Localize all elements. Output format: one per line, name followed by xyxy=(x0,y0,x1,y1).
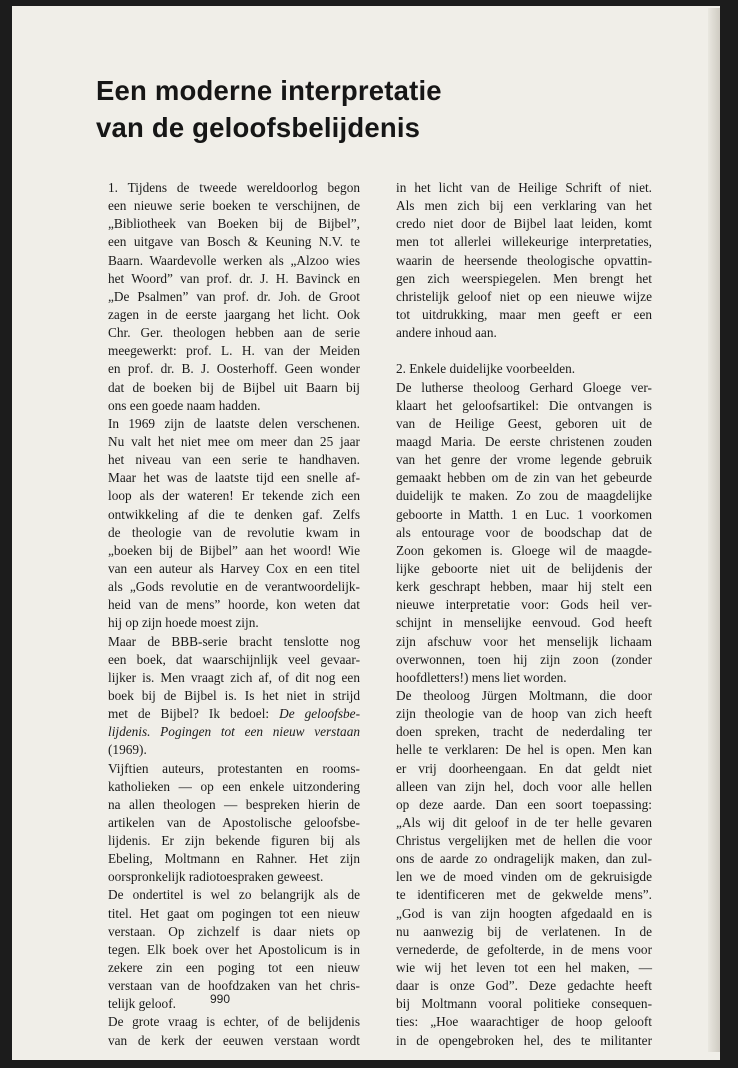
text-run: een uitgave van Bosch & Keuning N.V. te xyxy=(108,234,360,250)
text-line xyxy=(396,905,652,923)
text-line xyxy=(108,705,360,723)
text-line xyxy=(108,832,360,850)
text-run: lijke geboorte niet uit de belijdenis der xyxy=(396,560,652,576)
text-run: De theoloog Jürgen Moltmann, die door xyxy=(396,687,652,703)
text-line xyxy=(108,469,360,487)
text-line xyxy=(396,995,652,1013)
text-run: van het genre der vrome legende gebruik xyxy=(396,452,652,468)
text-run: ons een goede naam hadden. xyxy=(108,397,261,413)
text-run: nu aanwezig bij de verlatenen. In de xyxy=(396,923,652,939)
text-line xyxy=(396,723,652,741)
text-run: Maar de BBB-serie bracht tenslotte nog xyxy=(108,633,360,649)
text-run: meegewerkt: prof. L. H. van der Meiden xyxy=(108,343,360,359)
text-line xyxy=(396,959,652,977)
text-run: christelijk geloof niet op een nieuwe wijze xyxy=(396,288,652,304)
text-line xyxy=(396,270,652,288)
text-run: Nu valt het niet mee om meer dan 25 jaar xyxy=(108,433,360,449)
text-line xyxy=(396,379,652,397)
text-line xyxy=(108,524,360,542)
text-run: nieuwe interpretatie voor: Gods heil ver- xyxy=(396,597,652,613)
text-run: er vrij doorheengaan. En dat geldt niet xyxy=(396,760,652,776)
text-run: De lutherse theoloog Gerhard Gloege ver- xyxy=(396,379,652,395)
text-run: het Woord” van prof. dr. J. H. Bavinck en xyxy=(108,270,360,286)
text-line xyxy=(108,506,360,524)
text-run: vernederde, de gefolterde, in de mens voor xyxy=(396,941,652,957)
article-title xyxy=(96,72,656,146)
text-line xyxy=(396,360,652,378)
text-line xyxy=(396,923,652,941)
text-line xyxy=(108,723,360,741)
text-run: artikelen van de Apostolische geloofsbe- xyxy=(108,814,360,830)
text-run: „boeken bij de Bijbel” aan het woord! Wie xyxy=(108,542,360,558)
text-run: bij Moltmann vooral politieke consequen- xyxy=(396,996,652,1012)
text-line xyxy=(396,850,652,868)
text-line xyxy=(108,252,360,270)
text-run: als entourage voor de boodschap dat de xyxy=(396,524,652,540)
text-line xyxy=(108,379,360,397)
text-run: wie wij het leven tot een hel maken, — xyxy=(396,960,652,976)
text-line xyxy=(108,905,360,923)
text-run: als „Gods revolutie en de verantwoordelijk- xyxy=(108,579,360,595)
text-run: op deze aarde. Dan een soort toepassing: xyxy=(396,796,652,812)
text-line xyxy=(396,197,652,215)
text-line xyxy=(396,560,652,578)
text-run: De grote vraag is echter, of de belijdenis xyxy=(108,1014,360,1030)
title-line-2: van de geloofsbelijdenis xyxy=(96,112,421,143)
text-line xyxy=(108,614,360,632)
text-run: de theologie van de revolutie kwam in xyxy=(108,524,360,540)
text-line xyxy=(396,633,652,651)
text-line xyxy=(396,306,652,324)
text-run: in het licht van de Heilige Schrift of niet. xyxy=(396,180,652,195)
text-line xyxy=(108,433,360,451)
text-line xyxy=(396,941,652,959)
text-line xyxy=(108,197,360,215)
text-run: waarin de heersende theologische opvattin- xyxy=(396,252,652,268)
text-run: gen zich weerspiegelen. Men brengt het xyxy=(396,270,652,286)
text-run: doen spreken, tracht de nederdaling ter xyxy=(396,724,652,740)
text-run: zijn afschuw voor het menselijk lichaam xyxy=(396,633,652,649)
left-text-column xyxy=(108,179,360,1050)
text-line xyxy=(108,868,360,886)
text-run: „Als wij dit geloof in de ter helle gevaren xyxy=(396,814,652,830)
text-run: en prof. dr. B. J. Oosterhoff. Geen wonder xyxy=(108,361,360,377)
italic-title-run: lijdenis. Pogingen tot een nieuw verstaan xyxy=(108,724,360,740)
text-run: hij op zijn hoede moest zijn. xyxy=(108,615,259,631)
text-run: Vijftien auteurs, protestanten en rooms- xyxy=(108,760,360,776)
text-run: tegen. Elk boek over het Apostolicum is in xyxy=(108,941,360,957)
text-run: „God is van zijn hoogten afgedaald en is xyxy=(396,905,652,921)
text-line xyxy=(396,760,652,778)
text-run: 1. Tijdens de tweede wereldoorlog begon xyxy=(108,180,360,195)
text-line xyxy=(108,233,360,251)
text-line xyxy=(108,778,360,796)
text-run: telijk geloof. xyxy=(108,996,176,1012)
text-line xyxy=(108,886,360,904)
text-line xyxy=(108,342,360,360)
text-line xyxy=(396,651,652,669)
page-number: 990 xyxy=(209,992,231,1006)
text-line xyxy=(396,1032,652,1050)
text-run: (1969). xyxy=(108,742,147,758)
text-line xyxy=(396,1013,652,1031)
text-run: Christus vergelijken met de hellen die voor xyxy=(396,833,652,849)
text-line xyxy=(108,1013,360,1031)
text-line xyxy=(108,741,360,759)
text-run: Chr. Ger. theologen hebben aan de serie xyxy=(108,325,360,341)
text-line xyxy=(396,469,652,487)
text-run: men tot allerlei willekeurige interpretaties, xyxy=(396,234,652,250)
text-run: in de opengebroken hel, des te militanter xyxy=(396,1032,652,1048)
text-run: na allen theologen — bespreken hierin de xyxy=(108,796,360,812)
text-run: een nieuwe serie boeken te verschijnen, de xyxy=(108,198,360,214)
text-run: lijdenis. Er zijn bekende figuren bij als xyxy=(108,833,360,849)
text-line xyxy=(108,578,360,596)
text-line xyxy=(108,796,360,814)
text-run: andere inhoud aan. xyxy=(396,325,497,341)
text-run: Baarn. Waardevolle werken als „Alzoo wies xyxy=(108,252,360,268)
text-line xyxy=(396,542,652,560)
text-run: te identificeren met de gekwelde mens”. xyxy=(396,887,652,903)
text-run: credo niet door de Bijbel laat leiden, komt xyxy=(396,216,652,232)
text-line xyxy=(108,288,360,306)
text-line xyxy=(108,397,360,415)
text-run: duidelijk te maken. Zo zou de maagdelijke xyxy=(396,488,652,504)
text-line xyxy=(396,288,652,306)
text-run: het niveau van een serie te handhaven. xyxy=(108,452,360,468)
text-run: oorspronkelijk radiotoespraken geweest. xyxy=(108,869,324,885)
text-line xyxy=(108,687,360,705)
text-line xyxy=(396,487,652,505)
page-edge-shadow xyxy=(708,8,720,1052)
text-line xyxy=(396,451,652,469)
text-line xyxy=(108,760,360,778)
text-run: ons de aarde zo ondragelijk maken, dan zul- xyxy=(396,851,652,867)
text-line xyxy=(396,233,652,251)
text-run: boek bij de Bijbel is. Is het niet in strijd xyxy=(108,687,360,703)
text-run: katholieken — op een enkele uitzondering xyxy=(108,778,360,794)
text-run: Als men zich bij een verklaring van het xyxy=(396,198,652,214)
text-line xyxy=(396,596,652,614)
italic-title-run: De geloofsbe- xyxy=(279,706,361,722)
text-run: met de Bijbel? Ik bedoel: xyxy=(108,706,280,722)
text-run: dat de boeken bij de Bijbel uit Baarn bij xyxy=(108,379,360,395)
text-line xyxy=(396,578,652,596)
text-run: heid van de mens” hoorde, kon weten dat xyxy=(108,597,360,613)
text-line xyxy=(108,1032,360,1050)
text-line xyxy=(108,415,360,433)
text-line xyxy=(108,306,360,324)
text-run: titel. Het gaat om pogingen tot een nieuw xyxy=(108,905,360,921)
text-line xyxy=(108,215,360,233)
text-run: helle te verklaren: De hel is open. Men kan xyxy=(396,742,652,758)
text-line xyxy=(108,324,360,342)
text-line xyxy=(396,741,652,759)
text-line xyxy=(396,868,652,886)
text-line xyxy=(396,778,652,796)
text-run: gemaakt hebben om de zin van het gebeurde xyxy=(396,470,652,486)
text-line xyxy=(396,669,652,687)
text-line xyxy=(108,941,360,959)
text-line xyxy=(396,342,652,360)
text-line xyxy=(396,506,652,524)
text-line xyxy=(108,633,360,651)
text-run: Ebeling, Moltmann en Rahner. Het zijn xyxy=(108,851,360,867)
text-line xyxy=(396,687,652,705)
text-line xyxy=(396,215,652,233)
text-run: geboorte in Matth. 1 en Luc. 1 voorkomen xyxy=(396,506,652,522)
text-line xyxy=(396,433,652,451)
text-line xyxy=(108,959,360,977)
text-line xyxy=(108,923,360,941)
text-line xyxy=(108,560,360,578)
text-run: zagen in de eerste jaargang het licht. Ook xyxy=(108,306,360,322)
text-line xyxy=(108,270,360,288)
text-run: verstaan van de hoofdzaken van het chris- xyxy=(108,978,360,994)
text-run: overwonnen, toen hij zijn zoon (zonder xyxy=(396,651,652,667)
text-run: lijker is. Men vraagt zich af, of dit nog een xyxy=(108,669,360,685)
text-line xyxy=(108,596,360,614)
text-line xyxy=(396,397,652,415)
text-line xyxy=(396,324,652,342)
text-run: schijnt in menselijke eenvoud. God heeft xyxy=(396,615,652,631)
text-line xyxy=(108,487,360,505)
text-run: kerk geschrapt hebben, maar hij stelt een xyxy=(396,579,652,595)
text-run: zijn theologie van de hoop van zich heeft xyxy=(396,706,652,722)
text-run: „Bibliotheek van Boeken bij de Bijbel”, xyxy=(108,216,360,232)
text-line xyxy=(396,705,652,723)
text-line xyxy=(108,451,360,469)
text-run: 2. Enkele duidelijke voorbeelden. xyxy=(396,361,576,377)
text-run: ontwikkeling af die te denken gaf. Zelfs xyxy=(108,506,360,522)
text-run: hoofdletters!) mens liet worden. xyxy=(396,669,567,685)
text-run: „De Psalmen” van prof. dr. Joh. de Groot xyxy=(108,288,360,304)
text-run: maagd Maria. De eerste christenen zouden xyxy=(396,433,652,449)
text-line xyxy=(108,814,360,832)
text-run: een boek, dat waarschijnlijk veel gevaar- xyxy=(108,651,360,667)
text-line xyxy=(396,832,652,850)
text-run: verstaan. Op zichzelf is daar niets op xyxy=(108,923,360,939)
right-text-column xyxy=(396,179,652,1050)
text-run: len we de moed vinden om de gekruisigde xyxy=(396,869,652,885)
text-run: van de kerk der eeuwen verstaan wordt xyxy=(108,1032,360,1048)
text-run: alleen van zijn hel, doch voor alle hellen xyxy=(396,778,652,794)
text-line xyxy=(108,651,360,669)
text-run: De ondertitel is wel zo belangrijk als de xyxy=(108,887,360,903)
text-line xyxy=(396,886,652,904)
text-run: daar is onze God”. Deze gedachte heeft xyxy=(396,978,652,994)
text-line xyxy=(108,542,360,560)
title-line-1: Een moderne interpretatie xyxy=(96,75,442,106)
text-line xyxy=(396,977,652,995)
text-run: Zoon gekomen is. Gloege wil de maagde- xyxy=(396,542,652,558)
text-line xyxy=(396,796,652,814)
text-run: zekere zin een poging tot een nieuw xyxy=(108,960,360,976)
text-run: Maar het was de laatste tijd een snelle af- xyxy=(108,470,360,486)
text-run: van de Heilige Geest, geboren uit de xyxy=(396,415,652,431)
text-run: tot uitdrukking, maar men geeft er een xyxy=(396,306,652,322)
text-line xyxy=(108,850,360,868)
text-line xyxy=(396,814,652,832)
text-line xyxy=(396,252,652,270)
text-line xyxy=(396,179,652,197)
text-line xyxy=(396,614,652,632)
text-run: loop als der wateren! Er tekende zich een xyxy=(108,488,360,504)
text-line xyxy=(108,179,360,197)
text-run: van een auteur als Harvey Cox en een titel xyxy=(108,560,360,576)
text-run: klaart het geloofsartikel: Die ontvangen is xyxy=(396,397,652,413)
text-run: In 1969 zijn de laatste delen verschenen. xyxy=(108,415,360,431)
text-line xyxy=(108,360,360,378)
text-run: ties: „Hoe waarachtiger de hoop gelooft xyxy=(396,1014,652,1030)
text-line xyxy=(396,524,652,542)
text-line xyxy=(108,669,360,687)
text-line xyxy=(396,415,652,433)
